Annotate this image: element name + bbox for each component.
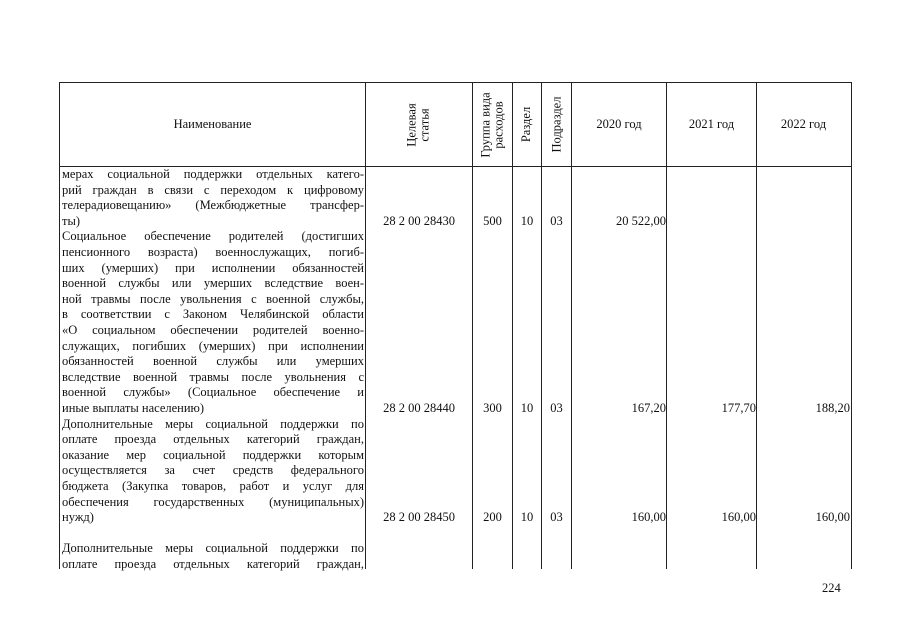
row-2020-value: 160,00 (631, 510, 666, 525)
row-subsection: 03 (550, 510, 563, 525)
table-row-name: Дополнительные меры социальной поддержки по оплате проезда отдельных категорий граждан, (62, 541, 364, 571)
table-row-name: Социальное обеспечение родителей (достигших пенсионного возраста) военнослужащих, погиб- ших (умерших) при исполнении обязанностей военной службы или умерших вследствие воен- ной травмы после увольнения с военной службы, в соответствии с Законом Челябинской области «О социальном обеспечении родителей военно- служащих, погибших (умерших) при исполнении обязанностей военной службы или умерших вследствие военной травмы после увольнения с военной службы» (Социальное обеспечение и иные выплаты населению) (62, 229, 364, 415)
header-subsection (542, 83, 571, 166)
row-code: 28 2 00 28430 (383, 213, 455, 228)
header-2022: 2022 год (780, 117, 827, 131)
header-code-label: Целевая статья (405, 102, 432, 147)
header-section-label: Раздел (519, 106, 534, 143)
table-row-name: мерах социальной поддержки отдельных катего- рий граждан в связи с переходом к цифровому телерадиовещанию» (Межбюджетные трансфер- ты) (62, 167, 364, 228)
header-name-label: Наименование (173, 117, 252, 131)
row-2022-value: 160,00 (815, 510, 850, 525)
row-code: 28 2 00 28450 (383, 510, 455, 525)
page-number: 224 (822, 581, 841, 595)
header-section (513, 83, 541, 166)
header-2020: 2020 год (596, 117, 642, 131)
table-row-name: Дополнительные меры социальной поддержки по оплате проезда отдельных категорий граждан, оказание мер социальной поддержки которым осуществляется за счет средств федерального бюджета (Закупка товаров, работ и услуг для обеспечения государственных (муниципальных) нужд) (62, 416, 364, 525)
header-group (473, 83, 512, 166)
row-code: 28 2 00 28440 (383, 401, 455, 415)
row-section: 10 (520, 510, 534, 525)
row-subsection: 03 (550, 213, 563, 228)
row-2021-value: 177,70 (721, 401, 756, 415)
header-2021: 2021 год (688, 117, 735, 131)
header-name (60, 83, 365, 166)
row-subsection: 03 (550, 401, 563, 415)
header-code (366, 83, 472, 166)
row-2020-value: 167,20 (631, 401, 666, 415)
header-subsection-label: Подраздел (549, 96, 563, 153)
header-group-label: Группа вида расходов (478, 91, 506, 158)
row-group: 300 (483, 401, 502, 415)
row-group: 200 (483, 510, 502, 525)
row-group: 500 (483, 213, 502, 228)
row-2020-value: 20 522,00 (616, 213, 666, 228)
row-section: 10 (520, 401, 534, 415)
row-section: 10 (520, 213, 534, 228)
row-2022-value: 188,20 (815, 401, 850, 415)
row-2021-value: 160,00 (721, 510, 756, 525)
budget-table (59, 82, 852, 569)
